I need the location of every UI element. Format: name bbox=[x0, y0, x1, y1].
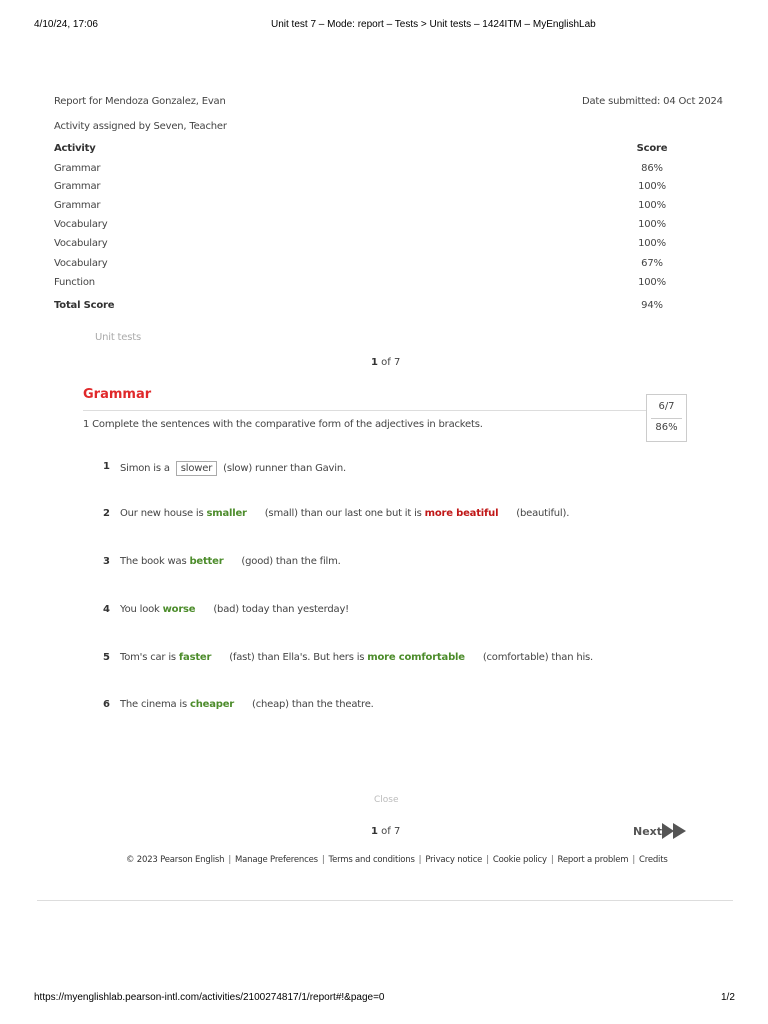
footer-link-privacy[interactable]: Privacy notice bbox=[425, 855, 483, 865]
footer-link-terms[interactable]: Terms and conditions bbox=[328, 855, 415, 865]
site-footer: © 2023 Pearson English | Manage Preferences | Terms and conditions | Privacy notice | Cookie policy | Report a problem | Credits bbox=[126, 855, 668, 865]
row-activity: Vocabulary bbox=[54, 238, 108, 249]
fast-forward-icon bbox=[662, 822, 688, 840]
total-score: 94% bbox=[641, 300, 663, 311]
section-divider bbox=[83, 410, 687, 411]
question-hint: (small) than our last one but it is bbox=[264, 508, 422, 519]
row-score: 100% bbox=[638, 181, 666, 192]
print-datetime: 4/10/24, 17:06 bbox=[34, 19, 98, 30]
answer-correct: worse bbox=[162, 604, 196, 615]
answer-correct: faster bbox=[178, 652, 212, 663]
question-text: The book was bbox=[120, 556, 187, 567]
answer-correct: cheaper bbox=[189, 699, 235, 710]
question-hint: (beautiful). bbox=[516, 508, 570, 519]
table-row bbox=[54, 277, 674, 291]
row-score: 100% bbox=[638, 277, 666, 288]
close-button[interactable]: Close bbox=[374, 795, 399, 805]
pager-bottom bbox=[371, 826, 400, 837]
question-hint: (fast) than Ella's. But hers is bbox=[229, 652, 365, 663]
table-row bbox=[54, 200, 674, 214]
next-label: Next bbox=[633, 825, 663, 838]
question-number: 2 bbox=[103, 508, 110, 519]
table-header bbox=[54, 143, 674, 157]
total-row bbox=[54, 300, 674, 314]
pager-of: of 7 bbox=[381, 357, 401, 368]
footer-link-cookie[interactable]: Cookie policy bbox=[492, 855, 547, 865]
row-activity: Vocabulary bbox=[54, 258, 108, 269]
row-activity: Grammar bbox=[54, 181, 101, 192]
pager-current: 1 bbox=[371, 826, 378, 837]
table-row bbox=[54, 219, 674, 233]
question-number: 5 bbox=[103, 652, 110, 663]
footer-link-credits[interactable]: Credits bbox=[638, 855, 668, 865]
col-score: Score bbox=[636, 143, 668, 154]
row-score: 100% bbox=[638, 238, 666, 249]
row-score: 100% bbox=[638, 200, 666, 211]
question-text: Our new house is bbox=[120, 508, 204, 519]
total-label: Total Score bbox=[54, 300, 115, 311]
footer-link-report-problem[interactable]: Report a problem bbox=[557, 855, 629, 865]
table-row bbox=[54, 181, 674, 195]
instruction: 1 Complete the sentences with the comparative form of the adjectives in brackets. bbox=[83, 419, 483, 430]
report-for: Report for Mendoza Gonzalez, Evan bbox=[54, 96, 226, 107]
print-url: https://myenglishlab.pearson-intl.com/activities/2100274817/1/report#!&page=0 bbox=[34, 992, 385, 1003]
question-number: 4 bbox=[103, 604, 110, 615]
section-score-fraction: 6/7 bbox=[658, 401, 675, 412]
question-hint: (good) than the film. bbox=[241, 556, 341, 567]
question-number: 3 bbox=[103, 556, 110, 567]
question-hint: (comfortable) than his. bbox=[482, 652, 594, 663]
print-page-title: Unit test 7 – Mode: report – Tests > Unit tests – 1424ITM – MyEnglishLab bbox=[271, 19, 596, 30]
answer-correct: more comfortable bbox=[367, 652, 465, 663]
question-hint: (slow) runner than Gavin. bbox=[223, 463, 346, 474]
col-activity: Activity bbox=[54, 143, 96, 154]
pager-current: 1 bbox=[371, 357, 378, 368]
copyright: © 2023 Pearson English bbox=[126, 855, 225, 865]
question-number: 1 bbox=[103, 461, 110, 472]
question-hint: (bad) today than yesterday! bbox=[213, 604, 349, 615]
section-score-box bbox=[646, 394, 687, 442]
question-text: Simon is a bbox=[120, 463, 170, 474]
print-page-number: 1/2 bbox=[721, 992, 735, 1003]
question-number: 6 bbox=[103, 699, 110, 710]
pager-of: of 7 bbox=[381, 826, 401, 837]
table-row bbox=[54, 163, 674, 177]
question-text: Tom's car is bbox=[120, 652, 176, 663]
score-box-divider bbox=[651, 418, 682, 419]
section-title: Grammar bbox=[83, 387, 152, 402]
row-score: 100% bbox=[638, 219, 666, 230]
table-row bbox=[54, 238, 674, 252]
answer-correct: smaller bbox=[206, 508, 247, 519]
answer-box[interactable]: slower bbox=[176, 461, 217, 476]
footer-divider bbox=[37, 900, 733, 901]
date-submitted: Date submitted: 04 Oct 2024 bbox=[582, 96, 723, 107]
row-activity: Vocabulary bbox=[54, 219, 108, 230]
question-hint: (cheap) than the theatre. bbox=[252, 699, 374, 710]
answer-incorrect: more beatiful bbox=[424, 508, 499, 519]
breadcrumb-unit-tests[interactable]: Unit tests bbox=[95, 332, 141, 343]
row-score: 67% bbox=[641, 258, 663, 269]
row-score: 86% bbox=[641, 163, 663, 174]
table-row bbox=[54, 258, 674, 272]
section-score-percent: 86% bbox=[655, 422, 678, 433]
question-text: The cinema is bbox=[120, 699, 187, 710]
footer-link-manage-preferences[interactable]: Manage Preferences bbox=[234, 855, 318, 865]
pager-top bbox=[371, 357, 400, 368]
row-activity: Grammar bbox=[54, 163, 101, 174]
answer-correct: better bbox=[189, 556, 224, 567]
row-activity: Grammar bbox=[54, 200, 101, 211]
assigned-by: Activity assigned by Seven, Teacher bbox=[54, 121, 227, 132]
question-text: You look bbox=[120, 604, 160, 615]
row-activity: Function bbox=[54, 277, 95, 288]
